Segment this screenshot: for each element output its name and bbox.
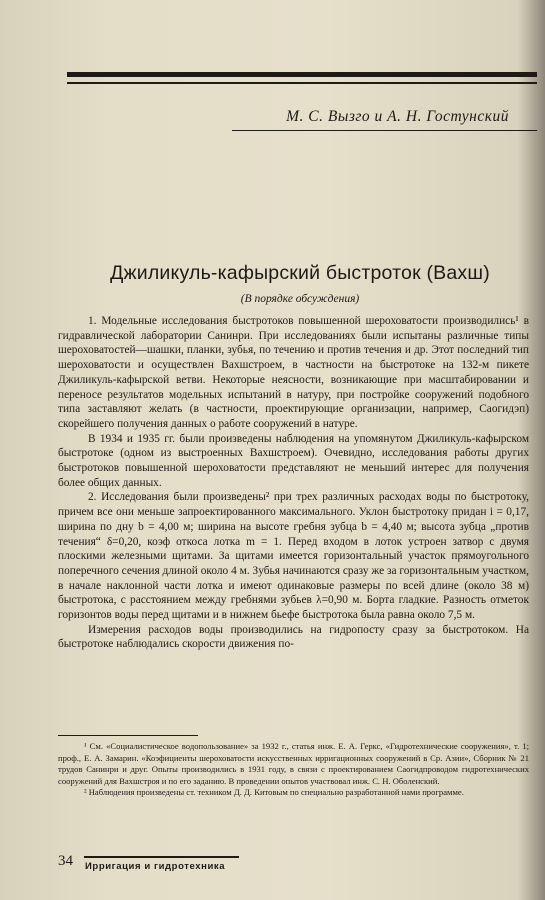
article-subtitle: (В порядке обсуждения) bbox=[240, 293, 360, 305]
footnote: ² Наблюдения произведены ст. техником Д. Д. Китовым по специально разработанной нами программе. bbox=[84, 787, 464, 797]
article-title: Джиликуль-кафырский быстроток (Вахш) bbox=[110, 262, 490, 284]
header-rule-thick bbox=[67, 72, 537, 77]
body-paragraph: 1. Модельные исследования быстротоков повышенной шероховатости производились¹ в гидравлической лаборатории Санинри. При исследованиях были испытаны различные типы шероховатостей—шашки, планки, зубья, по течению и против течения и др. Этот последний тип шероховатости и осуществлен Вахшстроем, в частности на быстротоке на 132-м пикете Джиликуль-кафырской ветви. Некоторые неясности, возникающие при масштабировании и переносе результатов модельных испытаний в натуру, при постройке сооружений подобного типа заставляют желать (в частности, проектирующие организации, например, Саогидэп) скорейшего получения данных о работе сооружений в натуре. bbox=[58, 315, 529, 430]
body-paragraph: Измерения расходов воды производились на гидропосту сразу за быстротоком. На быстротоке наблюдались скорости движения по- bbox=[58, 623, 529, 651]
journal-title: Ирригация и гидротехника bbox=[85, 861, 226, 872]
body-paragraph: В 1934 и 1935 гг. были произведены наблюдения на упомянутом Джиликуль-кафырском быстротоке (одном из выстроенных Вахшстроем). Очевидно, исследования работы других быстротоков повышенной шероховатости представляют не меньший интерес для получения более общих данных. bbox=[58, 432, 529, 489]
authors-underline bbox=[232, 130, 537, 131]
footer-rule bbox=[84, 856, 239, 858]
header-rule-thin bbox=[67, 82, 537, 84]
article-authors: М. С. Вызго и А. Н. Гостунский bbox=[286, 108, 509, 125]
page-number: 34 bbox=[58, 853, 73, 869]
body-paragraph: 2. Исследования были произведены² при трех различных расходах воды по быстротоку, причем все они меньше запроектированного максимального. Уклон быстротоку придан i = 0,17, ширина по дну b = 4,00 м; ширина на высоте гребня зубца b = 4,40 м; высота зубца „против течения“ δ=0,20, коэф откоса лотка m = 1. Перед входом в лоток устроен затвор с двумя плоскими железными щитами. За щитами имеется горизонтальный участок прямоугольного поперечного сечения длиной около 4 м. Зубья начинаются сразу же за горизонтальным участком, в начале наклонной части лотка и имеют одинаковые размеры по всей длине (около 38 м) быстротока, с расстоянием между гребнями зубьев λ=0,90 м. Борта гладкие. Разность отметок горизонтов воды перед щитами и в нижнем бьефе быстротока была равна около 7,5 м. bbox=[58, 491, 529, 622]
article-body bbox=[58, 314, 529, 652]
footnote-separator bbox=[58, 735, 198, 736]
footnote: ¹ См. «Социалистическое водопользование» за 1932 г., статья инж. Е. А. Геркс, «Гидротехнические сооружения», т. 1; проф., Е. А. Замарин. «Коэфициенты шероховатости искусственных ирригационных сооружений в Ср. Азии», Сборник № 21 трудов Санинри и друг. Опыты производились в 1931 году, в связи с проектированием Саогидпроводом гидротехнических сооружений для Вахшстроя и по его заданию. В проведении опытов участвовал инж. С. Н. Оболенский. bbox=[58, 741, 529, 786]
footnotes bbox=[58, 741, 529, 799]
